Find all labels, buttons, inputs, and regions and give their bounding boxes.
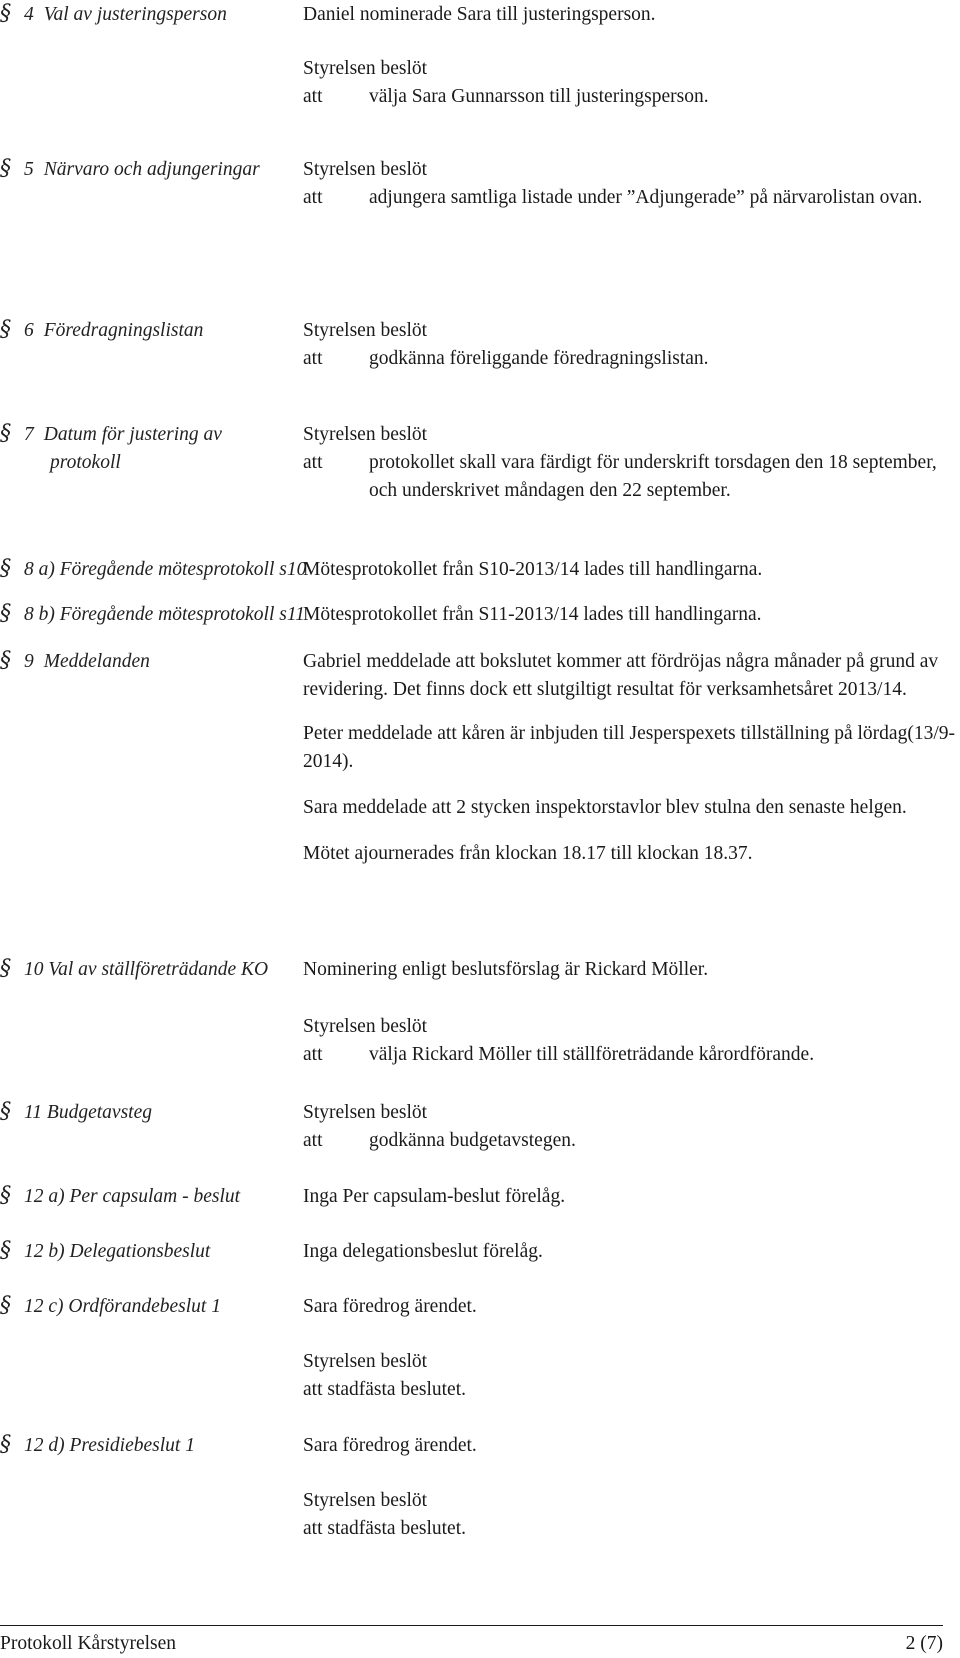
section-label: 12 a) Per capsulam - beslut xyxy=(24,1186,241,1207)
note-text: Mötesprotokollet från S10-2013/14 lades till handlingarna. xyxy=(303,559,763,580)
page-number: 2 (7) xyxy=(905,1633,943,1654)
section-content xyxy=(303,556,960,584)
paragraph-sign-icon: § xyxy=(0,601,11,626)
decision-heading: Styrelsen beslöt xyxy=(303,1102,428,1123)
paragraph-sign-icon: § xyxy=(0,1432,11,1457)
paragraph-sign-icon: § xyxy=(0,1099,11,1124)
section-label: 12 d) Presidiebeslut 1 xyxy=(24,1435,195,1456)
section-label: 5 Närvaro och adjungeringar xyxy=(24,159,260,180)
section-content xyxy=(303,156,960,212)
decision-text: att stadfästa beslutet. xyxy=(303,1379,466,1400)
decision-text: att välja Rickard Möller till ställföreträdande kårordförande. xyxy=(303,1044,815,1065)
decision-text: att välja Sara Gunnarsson till justeringsperson. xyxy=(303,86,709,107)
note-text: Inga Per capsulam-beslut förelåg. xyxy=(303,1186,566,1207)
section-label: 6 Föredragningslistan xyxy=(24,320,204,341)
note-text: Sara föredrog ärendet. xyxy=(303,1296,477,1317)
decision-heading: Styrelsen beslöt xyxy=(303,1490,428,1511)
decision-text: att godkänna budgetavstegen. xyxy=(303,1130,576,1151)
section-content xyxy=(303,601,960,629)
nomination-text: Daniel nominerade Sara till justeringsperson. xyxy=(303,4,656,25)
section-content xyxy=(303,1099,960,1155)
section-label: 9 Meddelanden xyxy=(24,651,150,672)
paragraph-sign-icon: § xyxy=(0,317,11,342)
note-text: Sara föredrog ärendet. xyxy=(303,1435,477,1456)
paragraph-sign-icon: § xyxy=(0,1293,11,1318)
paragraph-sign-icon: § xyxy=(0,421,11,446)
section-content xyxy=(303,421,960,505)
section-label: 4 Val av justeringsperson xyxy=(24,4,227,25)
decision-heading: Styrelsen beslöt xyxy=(303,58,428,79)
decision-heading: Styrelsen beslöt xyxy=(303,424,428,445)
decision-heading: Styrelsen beslöt xyxy=(303,159,428,180)
announcement-2: Peter meddelade att kåren är inbjuden till Jesperspexets tillställning på lördag(13/9-2014). xyxy=(303,723,955,772)
paragraph-sign-icon: § xyxy=(0,648,11,673)
section-content xyxy=(303,1293,960,1404)
section-content xyxy=(303,1183,960,1211)
note-text: Mötesprotokollet från S11-2013/14 lades till handlingarna. xyxy=(303,604,762,625)
decision-heading: Styrelsen beslöt xyxy=(303,1351,428,1372)
announcement-3: Sara meddelade att 2 stycken inspektorstavlor blev stulna den senaste helgen. xyxy=(303,797,907,818)
note-text: Inga delegationsbeslut förelåg. xyxy=(303,1241,543,1262)
section-label: 11 Budgetavsteg xyxy=(24,1102,152,1123)
section-label: 12 c) Ordförandebeslut 1 xyxy=(24,1296,221,1317)
section-label: 7 Datum för justering av protokoll xyxy=(24,424,222,473)
section-content xyxy=(303,317,960,373)
nomination-text: Nominering enligt beslutsförslag är Rickard Möller. xyxy=(303,959,709,980)
section-label: 10 Val av ställföreträdande KO xyxy=(24,959,269,980)
paragraph-sign-icon: § xyxy=(0,156,11,181)
decision-text: att protokollet skall vara färdigt för underskrift torsdagen den 18 september, och underskrivet måndagen den 22 september. xyxy=(303,452,937,501)
announcement-1: Gabriel meddelade att bokslutet kommer att fördröjas några månader på grund av revidering. Det finns dock ett slutgiltigt resultat för verksamhetsåret 2013/14. xyxy=(303,651,939,700)
page-footer xyxy=(0,1625,943,1654)
paragraph-sign-icon: § xyxy=(0,556,11,581)
decision-heading: Styrelsen beslöt xyxy=(303,1016,428,1037)
announcement-4: Mötet ajournerades från klockan 18.17 till klockan 18.37. xyxy=(303,843,753,864)
paragraph-sign-icon: § xyxy=(0,1,11,26)
section-label: 12 b) Delegationsbeslut xyxy=(24,1241,211,1262)
section-label: 8 b) Föregående mötesprotokoll s11 xyxy=(24,604,305,625)
footer-title: Protokoll Kårstyrelsen xyxy=(0,1633,177,1654)
section-content xyxy=(303,648,960,868)
paragraph-sign-icon: § xyxy=(0,956,11,981)
section-content xyxy=(303,956,960,1069)
paragraph-sign-icon: § xyxy=(0,1238,11,1263)
decision-heading: Styrelsen beslöt xyxy=(303,320,428,341)
section-content xyxy=(303,1432,960,1543)
decision-text: att godkänna föreliggande föredragningslistan. xyxy=(303,348,709,369)
section-content xyxy=(303,1,960,111)
paragraph-sign-icon: § xyxy=(0,1183,11,1208)
section-content xyxy=(303,1238,960,1266)
section-label: 8 a) Föregående mötesprotokoll s10 xyxy=(24,559,307,580)
decision-text: att adjungera samtliga listade under ”Adjungerade” på närvarolistan ovan. xyxy=(303,187,923,208)
decision-text: att stadfästa beslutet. xyxy=(303,1518,466,1539)
